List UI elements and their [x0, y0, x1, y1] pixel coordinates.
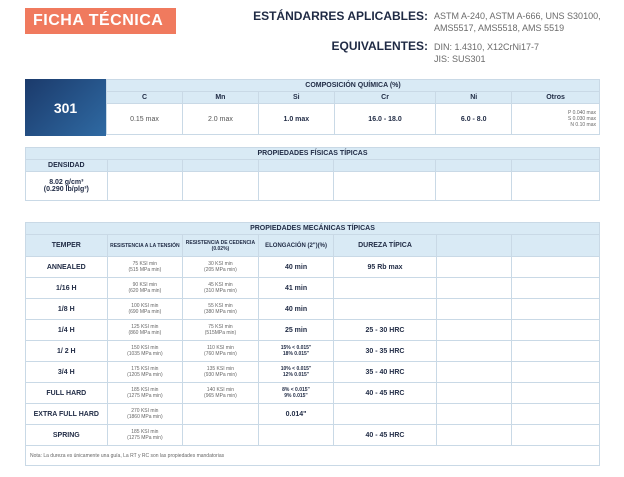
chem-header-mn: Mn: [182, 92, 258, 104]
chem-value-cr: 16.0 - 18.0: [334, 104, 435, 135]
tensile-mpa: (690 MPa min): [128, 309, 162, 315]
chem-header-c: C: [107, 92, 183, 104]
hardness-cell: [334, 299, 436, 320]
chem-other-p: P 0.040 max: [568, 110, 596, 116]
tensile-cell: [107, 362, 183, 383]
mechanical-note: Nota: La dureza es únicamente una guía, La RT y RC son las propiedades mandatorias: [26, 446, 600, 466]
tensile-cell: [107, 278, 183, 299]
density-imperial: (0.290 lb/plg³): [43, 186, 89, 193]
temper-cell: SPRING: [26, 425, 108, 446]
elongation-primary: 8% < 0.015": [282, 387, 310, 393]
tensile-cell: [107, 299, 183, 320]
mech-header-temper: TEMPER: [26, 235, 108, 257]
elongation-cell: [258, 362, 334, 383]
yield-cell: [183, 278, 259, 299]
mech-header-tensile: RESISTENCIA A LA TENSIÓN: [107, 235, 183, 257]
tensile-cell: [107, 404, 183, 425]
hardness-cell: 40 - 45 HRC: [334, 383, 436, 404]
elongation-secondary: 12% 0.015": [282, 372, 310, 378]
chem-other-s: S 0.030 max: [567, 116, 596, 122]
tensile-cell: [107, 320, 183, 341]
yield-ksi: 30 KSI min: [208, 261, 233, 267]
chem-value-si: 1.0 max: [258, 104, 334, 135]
yield-ksi: 75 KSI min: [208, 324, 233, 330]
standards-line-1: ASTM A-240, ASTM A-666, UNS S30100,: [434, 11, 601, 21]
mechanical-rows: [26, 257, 600, 446]
elongation-cell: [258, 320, 334, 341]
hardness-cell: 35 - 40 HRC: [334, 362, 436, 383]
table-row: [26, 299, 600, 320]
yield-mpa: (310 MPa min): [204, 288, 237, 294]
elongation-cell: [258, 257, 334, 278]
chem-value-c: 0.15 max: [107, 104, 183, 135]
table-row: [26, 362, 600, 383]
elongation-primary: 40 min: [284, 305, 308, 313]
tensile-mpa: (860 MPa min): [128, 330, 162, 336]
equivalents-values: [434, 41, 539, 65]
yield-cell: [183, 404, 259, 425]
chem-header-si: Si: [258, 92, 334, 104]
grade-badge: 301: [25, 79, 106, 136]
yield-mpa: (380 MPa min): [204, 309, 237, 315]
tensile-ksi: 150 KSI min: [131, 345, 159, 351]
elongation-cell: [258, 278, 334, 299]
yield-mpa: (515MPa min): [204, 330, 237, 336]
chem-header-otros: Otros: [512, 92, 600, 104]
standards-values: [434, 10, 601, 34]
hardness-cell: 25 - 30 HRC: [334, 320, 436, 341]
table-row: [26, 257, 600, 278]
temper-cell: 3/4 H: [26, 362, 108, 383]
chemical-table: [106, 79, 600, 135]
tensile-cell: [107, 341, 183, 362]
yield-cell: [183, 362, 259, 383]
elongation-primary: 41 min: [284, 284, 308, 292]
chem-value-mn: 2.0 max: [182, 104, 258, 135]
tensile-mpa: (1860 MPa min): [127, 414, 163, 420]
elongation-primary: 15% < 0.015": [280, 345, 312, 351]
hardness-cell: 30 - 35 HRC: [334, 341, 436, 362]
hardness-cell: [334, 278, 436, 299]
page-title: FICHA TÉCNICA: [25, 8, 176, 34]
mech-header-hardness: DUREZA TÍPICA: [334, 235, 436, 257]
tensile-cell: [107, 425, 183, 446]
temper-cell: 1/16 H: [26, 278, 108, 299]
yield-ksi: 140 KSI min: [206, 387, 235, 393]
tensile-cell: [107, 257, 183, 278]
temper-cell: ANNEALED: [26, 257, 108, 278]
table-row: [26, 341, 600, 362]
elongation-cell: [258, 383, 334, 404]
elongation-primary: 10% < 0.015": [280, 366, 312, 372]
tensile-mpa: (1275 MPa min): [127, 435, 163, 441]
physical-table: [25, 147, 600, 201]
density-value: [26, 172, 108, 201]
elongation-secondary: 18% 0.015": [282, 351, 310, 357]
table-row: [26, 278, 600, 299]
yield-ksi: 55 KSI min: [208, 303, 233, 309]
hardness-cell: 95 Rb max: [334, 257, 436, 278]
standards-label: ESTÁNDARRES APLICABLES:: [253, 9, 428, 23]
tensile-mpa: (620 MPa min): [128, 288, 162, 294]
tensile-mpa: (1205 MPa min): [127, 372, 163, 378]
equivalents-line-1: DIN: 1.4310, X12CrNi17-7: [434, 42, 540, 52]
hardness-cell: [334, 404, 436, 425]
elongation-secondary: 9% 0.015": [284, 393, 308, 399]
yield-ksi: 135 KSI min: [206, 366, 235, 372]
tensile-mpa: (1275 MPa min): [127, 393, 163, 399]
tensile-ksi: 75 KSI min: [132, 261, 158, 267]
standards-line-2: AMS5517, AMS5518, AMS 5519: [434, 23, 565, 33]
yield-cell: [183, 257, 259, 278]
temper-cell: 1/4 H: [26, 320, 108, 341]
elongation-primary: 25 min: [284, 326, 308, 334]
yield-mpa: (930 MPa min): [204, 372, 237, 378]
mechanical-table: [25, 222, 600, 466]
chem-header-cr: Cr: [334, 92, 435, 104]
temper-cell: FULL HARD: [26, 383, 108, 404]
chem-header-ni: Ni: [436, 92, 512, 104]
hardness-cell: 40 - 45 HRC: [334, 425, 436, 446]
table-row: [26, 320, 600, 341]
yield-ksi: 110 KSI min: [206, 345, 234, 351]
tensile-ksi: 125 KSI min: [131, 324, 159, 330]
tensile-ksi: 185 KSI min: [131, 429, 159, 435]
temper-cell: EXTRA FULL HARD: [26, 404, 108, 425]
elongation-cell: [258, 404, 334, 425]
elongation-primary: 0.014": [285, 410, 307, 418]
table-row: [26, 404, 600, 425]
yield-cell: [183, 425, 259, 446]
tensile-ksi: 175 KSI min: [131, 366, 159, 372]
yield-cell: [183, 299, 259, 320]
yield-ksi: 45 KSI min: [208, 282, 233, 288]
mech-header-yield: RESISTENCIA DE CEDENCIA (0.02%): [183, 235, 259, 257]
chem-value-ni: 6.0 - 8.0: [436, 104, 512, 135]
tensile-mpa: (1035 MPa min): [127, 351, 163, 357]
elongation-primary: 40 min: [284, 263, 308, 271]
temper-cell: 1/ 2 H: [26, 341, 108, 362]
equivalents-label: EQUIVALENTES:: [331, 39, 428, 53]
elongation-cell: [258, 425, 334, 446]
tensile-ksi: 270 KSI min: [131, 408, 159, 414]
density-metric: 8.02 g/cm³: [49, 179, 84, 186]
chemical-title: COMPOSICIÓN QUÍMICA (%): [107, 80, 600, 92]
table-row: [26, 425, 600, 446]
physical-title: PROPIEDADES FÍSICAS TÍPICAS: [26, 148, 600, 160]
chem-other-n: N 0.10 max: [570, 122, 596, 128]
tensile-mpa: (515 MPa min): [128, 267, 162, 273]
tensile-ksi: 90 KSI min: [132, 282, 158, 288]
elongation-cell: [258, 299, 334, 320]
yield-cell: [183, 383, 259, 404]
tensile-ksi: 185 KSI min: [131, 387, 159, 393]
table-row: [26, 383, 600, 404]
elongation-cell: [258, 341, 334, 362]
yield-mpa: (760 MPa min): [204, 351, 237, 357]
yield-cell: [183, 320, 259, 341]
mechanical-title: PROPIEDADES MECÁNICAS TÍPICAS: [26, 223, 600, 235]
tensile-ksi: 100 KSI min: [131, 303, 159, 309]
chem-value-otros: [512, 104, 600, 135]
equivalents-line-2: JIS: SUS301: [434, 54, 486, 64]
temper-cell: 1/8 H: [26, 299, 108, 320]
mech-header-elongation: ELONGACIÓN (2")(%): [258, 235, 334, 257]
yield-mpa: (205 MPa min): [204, 267, 237, 273]
yield-cell: [183, 341, 259, 362]
yield-mpa: (965 MPa min): [204, 393, 237, 399]
density-header: DENSIDAD: [26, 160, 108, 172]
tensile-cell: [107, 383, 183, 404]
